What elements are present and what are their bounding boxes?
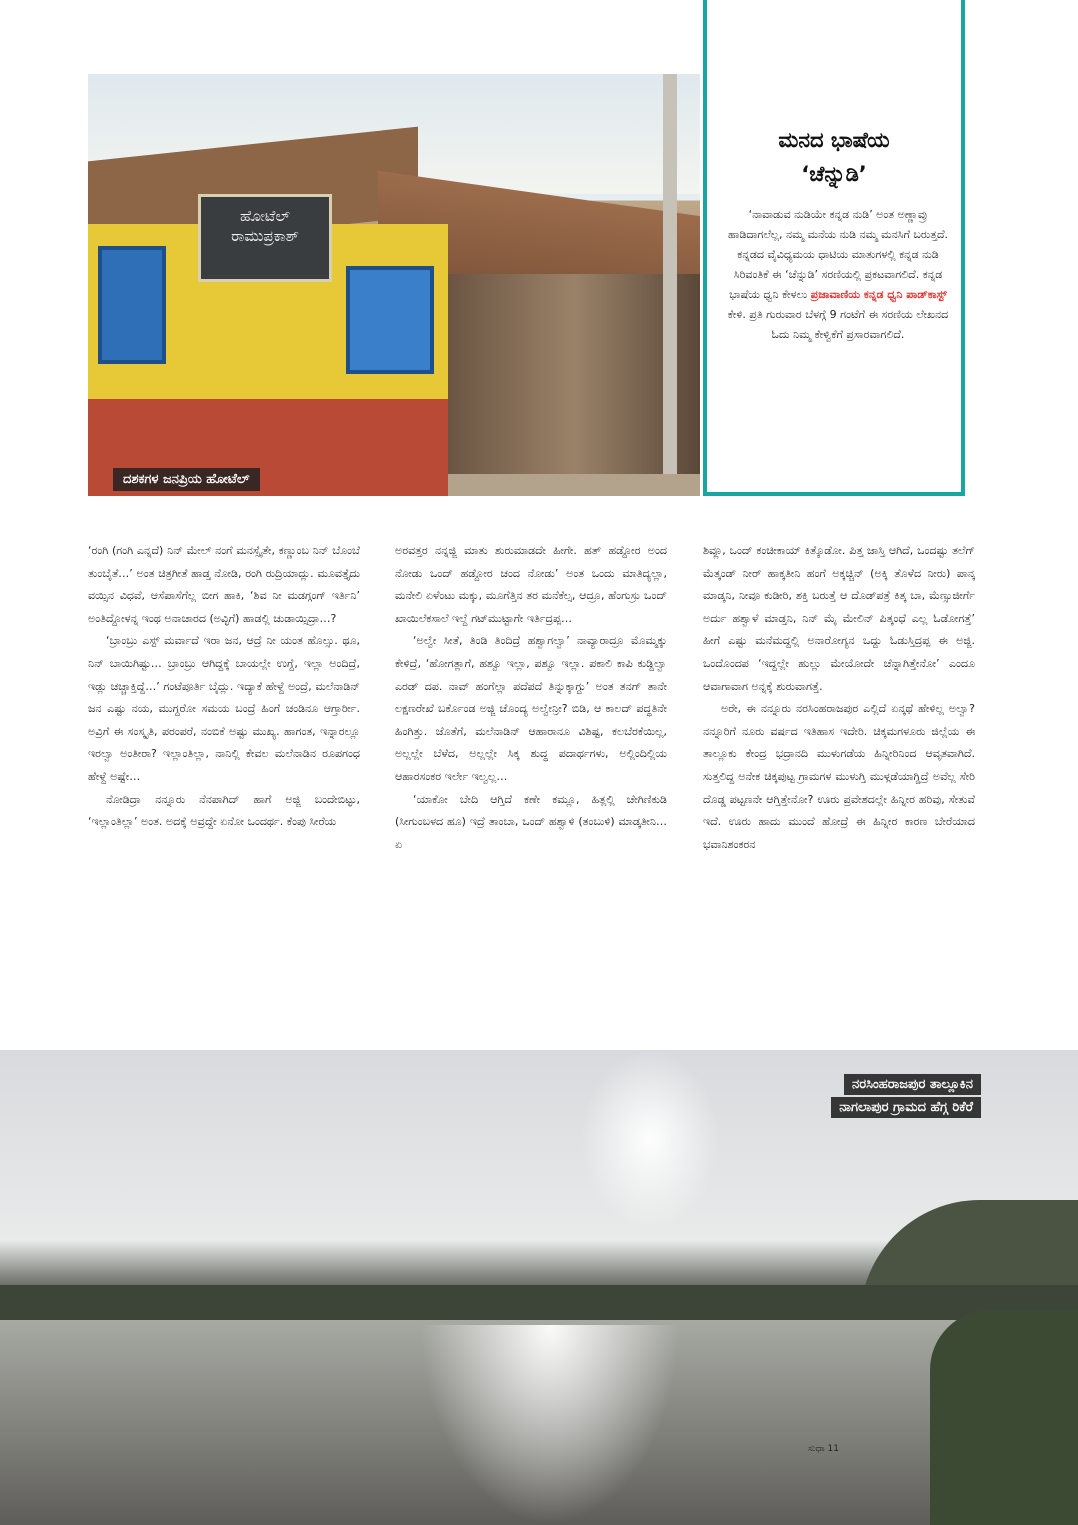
lake-caption-line1: ನರಸಿಂಹರಾಜಪುರ ತಾಲ್ಲೂಕಿನ: [844, 1074, 981, 1095]
paragraph: ಅರೇ, ಈ ನನ್ನೂರು ನರಸಿಂಹರಾಜಪುರ ಎಲ್ಲಿದೆ ಏನ್ಕಥೆ ಹೇಳಿಲ್ಲ ಅಲ್ವಾ? ನನ್ನೂರಿಗೆ ನೂರು ವರ್ಷದ ಇತಿಹಾಸ ಇದೇರಿ. ಚಿಕ್ಕಮಗಳೂರು ಜಿಲ್ಲೆಯ ಈ ತಾಲ್ಲೂಕು ಕೇಂದ್ರ ಭದ್ರಾನದಿ ಮುಳುಗಡೆಯ ಹಿನ್ನೀರಿನಿಂದ ಆವೃತವಾಗಿದೆ. ಸುತ್ತಲಿದ್ದ ಅನೇಕ ಚಿಕ್ಕಪುಟ್ಟ ಗ್ರಾಮಗಳ ಮುಳುಗ್ತಿ ಮುಳ್ಗಡೆಯಾಗ್ಡಿದ್ರೆ ಅವೆಲ್ಲ ಸೇರಿ ದೊಡ್ಡ ಪಟ್ಟಣನೇ ಆಗ್ತಿತ್ತೇನೋ? ಊರು ಪ್ರವೇಶದಲ್ಲೇ ಹಿನ್ನೀರ ಹರಿವು, ಸೇತುವೆ ಇದೆ. ಊರು ಹಾದು ಮುಂದೆ ಹೋದ್ರೆ ಈ ಹಿನ್ನೀರ ಕಾರಣ ಬೇರೆಯಾದ ಭವಾನಿಶಂಕರನ: [703, 702, 975, 851]
paragraph: ‘ರಂಗಿ (ಗಂಗಿ ಎನ್ನದೆ) ನಿನ್ ಮೇಲ್ ನಂಗೆ ಮನಸ್ಸೈತೇ, ಕಣ್ಣುಂಬ ನಿನ್ ಬೊಂಬೆ ತುಂಬೈತೆ…’ ಅಂತ ಚಿತ್ರಗೀತೆ ಹಾಡ್ತ ನೋಡಿ, ರಂಗಿ ರುದ್ರಿಯಾದ್ಲು. ಮೂವತ್ತೈದು ವಯ್ಸಿನ ವಿಧವೆ, ಆಸೆಪಾಸೆಗೆಲ್ಲ ಬೀಗ ಹಾಕಿ, ‘ಶಿವ ನೀ ಮಡಗ್ಗಂಗ್ ಇರ್ತಿನಿ’ ಅಂತಿದ್ದೋಳನ್ನ ಇಂಥ ಅನಾಚಾರದ (ಅವ್ಳಿಗೆ) ಹಾಡಲ್ಲಿ ಚುಡಾಯ್ಸಿದ್ರಾ…?: [88, 544, 360, 625]
photo-plants: [930, 1310, 1078, 1525]
photo-window-left: [98, 246, 166, 364]
paragraph: ‘ಅಲ್ವೇ ಸೀತೆ, ತಿಂಡಿ ತಿಂದಿದ್ರೆ ಹಶ್ವಾಗಲ್ವಾ’ ನಾವ್ಯಾರಾದ್ರೂ ಮೊಮ್ಮಕ್ಕು ಕೇಳಿದ್ರೆ, ‘ಹೋಗತ್ಲಾಗೆ, ಹಶ್ವೂ ಇಲ್ಲಾ, ಪಶ್ವೂ ಇಲ್ಲಾ. ಪಕಾಲಿ ಕಾಪಿ ಕುಡ್ದಿಲ್ವಾ ಎರಡ್ ದಪ. ನಾವ್ ಹಂಗೆಲ್ಲಾ ಪದೆಪದೆ ತಿನ್ನುಕ್ಕಾಗ್ದು’ ಅಂತ ತನಗ್ ತಾನೇ ಲಕ್ಷಣರೇಖೆ ಬರ್ಕೊಂಡ ಅಜ್ಜಿ ಚೊಂದ್ಯ ಅಲ್ವೇನ್ರೀ? ಬಿಡಿ, ಆ ಕಾಲದ್ ಪದ್ಧತಿನೇ ಹಿಂಗಿತ್ತು. ಜೊತೆಗೆ, ಮಲೆನಾಡಿನ್ ಆಹಾರಾನೂ ವಿಶಿಷ್ಟ, ಕಲಬೆರಕೆಯಿಲ್ಲ, ಅಲ್ಲಲ್ಲೇ ಬೆಳೆದ, ಅಲ್ಲಲ್ಲೇ ಸಿಕ್ಕ ಶುದ್ಧ ಪದಾರ್ಥಗಳು, ಅಲ್ಲಿಂದಿಲ್ಲಿಯ ಆಹಾರಸಂಕರ ಇರ್ಲೇ ಇಲ್ವಲ್ಲ…: [395, 634, 667, 783]
photo-pole: [663, 74, 677, 496]
lake-photo: [0, 1050, 1078, 1525]
paragraph: ‘ಬ್ರಾಂಬ್ರು ಎಸ್ಟ್ ಮರ್ವಾದೆ ಇರಾ ಜನ, ಆದ್ರೆ ನೀ ಯಂತ ಹೊಲ್ಸು. ಥೂ, ನಿನ್ ಬಾಯಿಗಿಷ್ಟು… ಬ್ರಾಂಬ್ರು ಆಗಿದ್ದಕ್ಕೆ ಬಾಯಲ್ಲೇ ಉಗ್ದೆ, ಇಲ್ಲಾ ಅಂದಿದ್ರೆ, ಇಡ್ಲು ಚಚ್ಚಾಕ್ತಿದ್ದೆ…’ ಗಂಟೆಪೂರ್ತಿ ಬೈದ್ಲು. ಇದ್ಯಾಕೆ ಹೇಳ್ದೆ ಅಂದ್ರೆ, ಮಲೆನಾಡಿನ್ ಜನ ಎಷ್ಟು ನಯ, ಮುಗ್ದರೋ ಸಮಯ ಬಂದ್ರೆ ಹಿಂಗೆ ಚಂಡಿನೂ ಆಗ್ತಾರ್ರೀ. ಅವ್ರಿಗೆ ಈ ಸಂಸ್ಕೃತಿ, ಪರಂಪರೆ, ನಂಬಿಕೆ ಅಷ್ಟು ಮುಖ್ಯ. ಹಾಗಂತ, ಇನ್ನಾರಲ್ಲೂ ಇರಲ್ವಾ ಅಂತೀರಾ? ಇಲ್ಲಾಂತಿಲ್ಲಾ, ನಾನಿಲ್ಲಿ ಕೇವಲ ಮಲೆನಾಡಿನ ರೂಪಗಂಧ ಹೇಳ್ದೆ ಅಷ್ಟೇ…: [88, 634, 360, 783]
photo-window-right: [346, 266, 434, 374]
photo-glitter: [420, 1325, 680, 1525]
podcast-link[interactable]: ಪ್ರಜಾವಾಣಿಯ ಕನ್ನಡ ಧ್ವನಿ ಪಾಡ್‌ಕಾಸ್ಟ್: [810, 288, 947, 301]
sidebar-body: [725, 205, 951, 345]
article-column-2: [395, 540, 667, 856]
hotel-photo: [88, 74, 700, 496]
page-number: ಸುಧಾ 11: [808, 1444, 839, 1454]
sidebar-title-line2: ‘ಚೆನ್ನುಡಿ’: [801, 162, 867, 186]
paragraph: ‘ಯಾಕೋ ಬೇದಿ ಆಗ್ತಿದೆ ಕಣೇ ಕಮ್ಲೂ, ಹಿತ್ಲಲ್ಲಿ ಚೇಗಿಣಿಕುಡಿ (ಸೀಗುಂಬಳದ ಹೂ) ಇದ್ರೆ ತಾಂಬಾ, ಒಂದ್ ಹಶ್ವಾಳಿ (ತಂಬುಳಿ) ಮಾಡ್ಕತೀನಿ… ಏ: [395, 792, 667, 851]
lake-caption-line2: ನಾಗಲಾಪುರ ಗ್ರಾಮದ ಹೆಗ್ಗ ರಿಕೆರೆ: [831, 1097, 981, 1118]
article-column-1: [88, 540, 360, 834]
sidebar-text-part2: ಕೇಳಿ. ಪ್ರತಿ ಗುರುವಾರ ಬೆಳಗ್ಗೆ 9 ಗಂಟೆಗೆ ಈ ಸರಣಿಯ ಲೇಖನದ ಓದು ನಿಮ್ಮ ಕೇಳ್ವಿಕೆಗೆ ಪ್ರಸಾರವಾಗಲಿದೆ.: [727, 308, 949, 341]
sidebar-text-part1: ‘ನಾವಾಡುವ ನುಡಿಯೇ ಕನ್ನಡ ನುಡಿ’ ಅಂತ ಅಣ್ಣಾವ್ರು ಹಾಡಿದಾಗಲೆಲ್ಲ, ನಮ್ಮ ಮನೆಯ ನುಡಿ ನಮ್ಮ ಮನಸಿಗೆ ಬರುತ್ತದೆ. ಕನ್ನಡದ ವೈವಿಧ್ಯಮಯ ಧಾಟಿಯ ಮಾತುಗಳಲ್ಲಿ ಕನ್ನಡ ನುಡಿ ಸಿರಿವಂತಿಕೆ ಈ ‘ಚೆನ್ನುಡಿ’ ಸರಣಿಯಲ್ಲಿ ಪ್ರಕಟವಾಗಲಿದೆ. ಕನ್ನಡ ಭಾಷೆಯ ಧ್ವನಿ ಕೇಳಲು: [727, 208, 949, 301]
hotel-sign-line1: ಹೋಟೆಲ್: [240, 207, 290, 225]
paragraph: ಅರವತ್ತರ ನನ್ನಜ್ಜಿ ಮಾತು ಶುರುಮಾಡದೇ ಹೀಗೇ. ಹತ್ ಹಡ್ದೋರ ಅಂದ ನೋಡು ಒಂದ್ ಹಡ್ದೋರ ಚಂದ ನೋಡು’ ಅಂತ ಒಂದು ಮಾತಿದ್ಯಲ್ಲಾ, ಮನೇಲಿ ಏಳೆಂಟು ಮಕ್ಕು, ಮೂಗೆತ್ತಿನ ತರ ಮನೆಕೆಲ್ಸ, ಆದ್ರೂ, ಹೆಂಗುಸ್ರು ಒಂದ್ ಖಾಯಿಲೆಕಸಾಲೆ ಇಲ್ದೆ ಗಟ್‌ಮುಟ್ಟಾಗೇ ಇರ್ತಿದ್ರಪ್ಪ…: [395, 544, 667, 625]
hotel-photo-caption: ದಶಕಗಳ ಜನಪ್ರಿಯ ಹೋಟೆಲ್: [113, 468, 260, 491]
paragraph: ನೋಡಿದ್ರಾ ನನ್ನೂರು ನೆನಪಾಗಿದ್ ಹಾಗೆ ಅಜ್ಜಿ ಬಂದೇಬಿಟ್ಳು, ‘ಇಲ್ಲಾಂತಿಲ್ಲಾ’ ಅಂತ. ಅದಕ್ಕೆ ಅವ್ರದ್ದೇ ಏನೋ ಒಂದರ್ಥ. ಕೆಂಪು ಸೀರೆಯ: [88, 792, 360, 829]
sidebar-box: [703, 0, 965, 496]
hotel-sign: [198, 194, 332, 282]
photo-shore: [0, 1285, 1078, 1325]
sidebar-title-line1: ಮನದ ಭಾಷೆಯ: [778, 128, 890, 152]
photo-ground: [448, 474, 700, 496]
article-column-3: [703, 540, 975, 856]
hotel-sign-line2: ರಾಮುಪ್ರಕಾಶ್: [231, 226, 299, 245]
paragraph: ಶಿವ್ಲೂ, ಒಂದ್ ಕಂಚೀಕಾಯ್ ಕಿತ್ಕೊಡೋ. ಪಿತ್ತ ಜಾಸ್ತಿ ಆಗಿದೆ, ಒಂದಷ್ಟು ತಲೆಗ್ ಮೆತ್ಕಂಡ್ ನೀರ್ ಹಾಕ್ಕತೀನಿ ಹಂಗೆ ಅಕ್ಕಚ್ಚಿನ್ (ಅಕ್ಕಿ ತೊಳೆದ ನೀರು) ಪಾನ್ಕ ಮಾಡ್ಕನಿ, ನೀವೂ ಕುಡೀರಿ, ಶಕ್ತಿ ಬರುತ್ತೆ ಆ ದೊಡ್‌ಪತ್ರೆ ಕಿತ್ಕ ಬಾ, ಮೆಣ್ಸುಜೀರ್ಗೆ ಅರ್ದು ಹಶ್ವಾಳೆ ಮಾಡ್ತನಿ, ನಿನ್ ಮೈ ಮೇಲಿನ್ ಪಿತ್ಕಂಧೆ ಎಲ್ಲ ಓಡೋಗತ್ತೆ’ ಹೀಗೆ ಎಷ್ಟು ಮನೆಮದ್ದಲ್ಲಿ ಅನಾರೋಗ್ಯನ ಒದ್ದು ಓಡುಸ್ತಿದ್ರಪ್ಪ ಈ ಅಜ್ಜಿ. ಒಂದೊಂದಪ ‘ಇದ್ದಲ್ಲೇ ಹುಲ್ಲು ಮೇಯೋದೇ ಚೆನ್ನಾಗಿತ್ತೇನೋ’ ಎಂದೂ ಆವಾಗಾವಾಗ ಅನ್ನಕ್ಕೆ ಶುರುವಾಗತ್ತೆ.: [703, 544, 975, 693]
photo-sun: [580, 1050, 720, 1230]
